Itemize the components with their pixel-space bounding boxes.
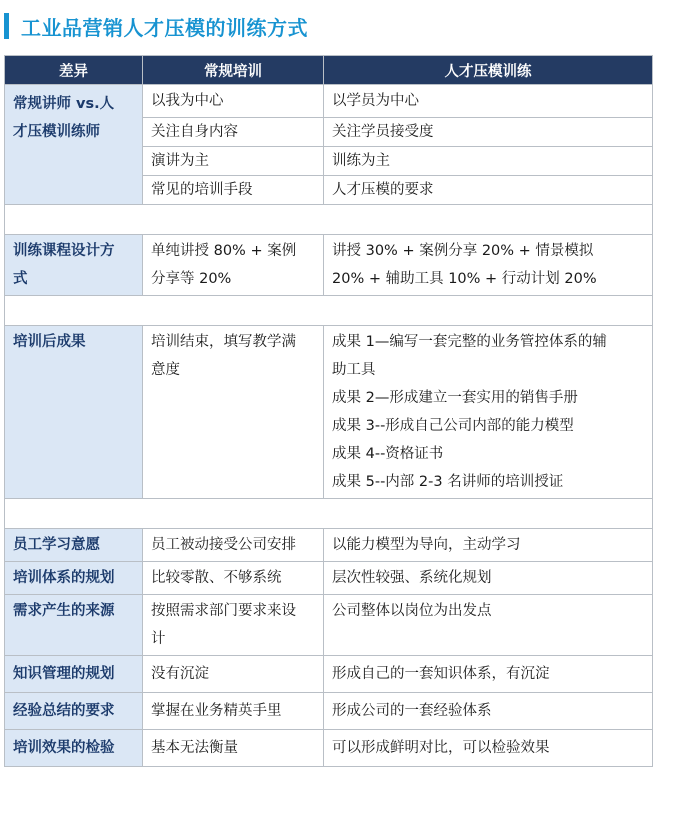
cell-text: 成果 1—编写一套完整的业务管控体系的辅 xyxy=(332,334,607,350)
spacer-row xyxy=(5,296,653,326)
cell-text: 以能力模型为导向，主动学习 xyxy=(332,537,521,553)
spacer-row xyxy=(5,205,653,235)
cell-text: 计 xyxy=(151,631,166,647)
talent-training-cell xyxy=(324,595,653,656)
header-regular-training: 常规培训 xyxy=(143,56,324,85)
spacer-cell xyxy=(5,205,653,235)
comparison-table xyxy=(4,55,653,767)
table-row xyxy=(5,693,653,730)
cell-text: 员工被动接受公司安排 xyxy=(151,537,296,553)
cell-text: 关注自身内容 xyxy=(151,124,238,140)
category-line: 培训效果的检验 xyxy=(13,740,115,756)
category-line: 常规讲师 vs.人 xyxy=(13,96,115,112)
regular-training-cell xyxy=(143,693,324,730)
category-line: 才压模训练师 xyxy=(13,124,100,140)
spacer-row xyxy=(5,499,653,529)
category-cell xyxy=(5,693,143,730)
cell-text: 形成自己的一套知识体系，有沉淀 xyxy=(332,666,550,682)
cell-text: 分享等 20% xyxy=(151,271,232,287)
table-row xyxy=(5,326,653,499)
table-row xyxy=(5,595,653,656)
category-line: 员工学习意愿 xyxy=(13,537,100,553)
category-line: 训练课程设计方 xyxy=(13,243,115,259)
category-cell xyxy=(5,595,143,656)
cell-text: 演讲为主 xyxy=(151,153,209,169)
cell-text: 意度 xyxy=(151,362,180,378)
cell-text: 人才压模的要求 xyxy=(332,182,434,198)
cell-text: 训练为主 xyxy=(332,153,390,169)
cell-text: 层次性较强、系统化规划 xyxy=(332,570,492,586)
talent-training-cell xyxy=(324,326,653,499)
category-cell xyxy=(5,85,143,205)
page-header xyxy=(4,11,308,41)
cell-text: 形成公司的一套经验体系 xyxy=(332,703,492,719)
page-title: 工业品营销人才压模的训练方式 xyxy=(21,15,308,40)
cell-text: 成果 3--形成自己公司内部的能力模型 xyxy=(332,418,574,434)
regular-training-cell xyxy=(143,529,324,562)
category-line: 知识管理的规划 xyxy=(13,666,115,682)
regular-training-cell xyxy=(143,730,324,767)
cell-text: 以我为中心 xyxy=(151,93,224,109)
regular-training-cell xyxy=(143,85,324,118)
table-row xyxy=(5,235,653,296)
table-row xyxy=(5,656,653,693)
cell-text: 常见的培训手段 xyxy=(151,182,253,198)
regular-training-cell xyxy=(143,235,324,296)
category-line: 式 xyxy=(13,271,28,287)
regular-training-cell xyxy=(143,118,324,147)
talent-training-cell xyxy=(324,235,653,296)
cell-text: 基本无法衡量 xyxy=(151,740,238,756)
cell-text: 培训结束，填写教学满 xyxy=(151,334,296,350)
regular-training-cell xyxy=(143,595,324,656)
cell-text: 以学员为中心 xyxy=(332,93,419,109)
cell-text: 可以形成鲜明对比，可以检验效果 xyxy=(332,740,550,756)
table-row xyxy=(5,562,653,595)
cell-text: 比较零散、不够系统 xyxy=(151,570,282,586)
header-talent-training: 人才压模训练 xyxy=(324,56,653,85)
talent-training-cell xyxy=(324,656,653,693)
category-cell xyxy=(5,562,143,595)
regular-training-cell xyxy=(143,176,324,205)
spacer-cell xyxy=(5,296,653,326)
cell-text: 讲授 30% + 案例分享 20% + 情景模拟 xyxy=(332,243,594,259)
cell-text: 关注学员接受度 xyxy=(332,124,434,140)
cell-text: 公司整体以岗位为出发点 xyxy=(332,603,492,619)
category-line: 经验总结的要求 xyxy=(13,703,115,719)
title-accent-bar xyxy=(4,13,9,39)
regular-training-cell xyxy=(143,147,324,176)
cell-text: 20% + 辅助工具 10% + 行动计划 20% xyxy=(332,271,597,287)
table-row xyxy=(5,85,653,118)
category-cell xyxy=(5,529,143,562)
category-line: 培训体系的规划 xyxy=(13,570,115,586)
regular-training-cell xyxy=(143,326,324,499)
regular-training-cell xyxy=(143,562,324,595)
talent-training-cell xyxy=(324,529,653,562)
talent-training-cell xyxy=(324,147,653,176)
category-cell xyxy=(5,656,143,693)
header-difference: 差异 xyxy=(5,56,143,85)
cell-text: 没有沉淀 xyxy=(151,666,209,682)
cell-text: 单纯讲授 80% + 案例 xyxy=(151,243,297,259)
cell-text: 成果 4--资格证书 xyxy=(332,446,444,462)
category-line: 培训后成果 xyxy=(13,334,86,350)
category-cell xyxy=(5,730,143,767)
category-cell xyxy=(5,235,143,296)
table-row xyxy=(5,529,653,562)
spacer-cell xyxy=(5,499,653,529)
category-cell xyxy=(5,326,143,499)
cell-text: 成果 2—形成建立一套实用的销售手册 xyxy=(332,390,578,406)
regular-training-cell xyxy=(143,656,324,693)
table-header-row xyxy=(5,56,653,85)
cell-text: 按照需求部门要求来设 xyxy=(151,603,296,619)
cell-text: 掌握在业务精英手里 xyxy=(151,703,282,719)
talent-training-cell xyxy=(324,730,653,767)
cell-text: 成果 5--内部 2-3 名讲师的培训授证 xyxy=(332,474,564,490)
category-line: 需求产生的来源 xyxy=(13,603,115,619)
talent-training-cell xyxy=(324,693,653,730)
talent-training-cell xyxy=(324,562,653,595)
talent-training-cell xyxy=(324,118,653,147)
cell-text: 助工具 xyxy=(332,362,376,378)
talent-training-cell xyxy=(324,85,653,118)
talent-training-cell xyxy=(324,176,653,205)
table-row xyxy=(5,730,653,767)
